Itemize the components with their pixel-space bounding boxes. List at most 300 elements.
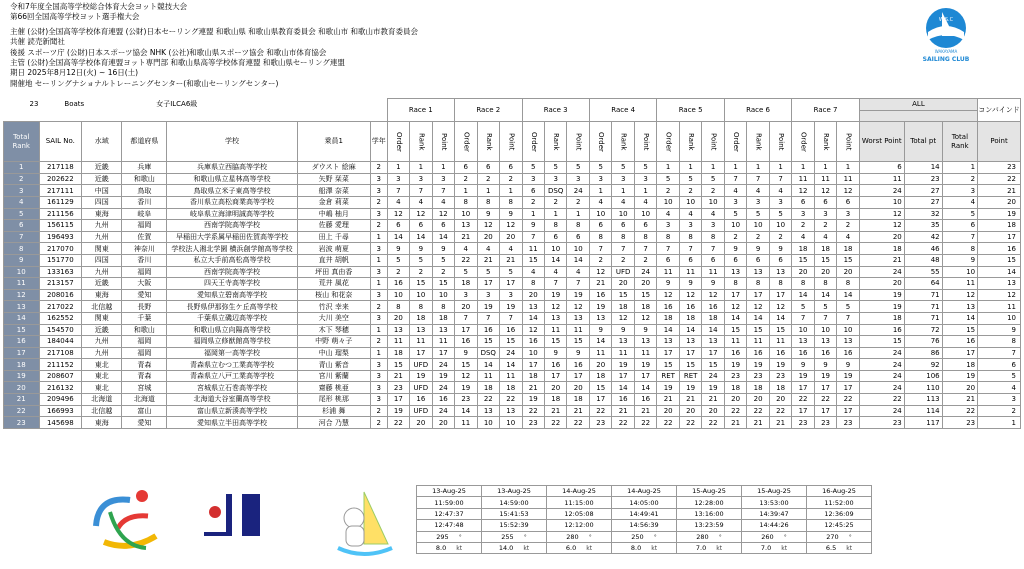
race-point-cell: 4: [837, 231, 859, 243]
race-order-cell: 23: [455, 394, 477, 406]
total-rank-2-header: Total Rank: [942, 122, 978, 162]
race-order-cell: 8: [522, 278, 544, 290]
race-order-cell: 13: [589, 312, 611, 324]
race-order-cell: 15: [455, 359, 477, 371]
race-rank-cell: 1: [410, 162, 432, 174]
race-order-cell: 3: [522, 173, 544, 185]
race-order-cell: 3: [455, 289, 477, 301]
school-cell: 学校法人湘北学園 横浜創学館高等学校: [167, 243, 297, 255]
race-point-cell: 23: [837, 417, 859, 429]
race-point-cell: 23: [769, 370, 791, 382]
condition-start-cell: 14:59:00: [482, 497, 547, 508]
crew-cell: 矢野 栞菜: [297, 173, 370, 185]
table-row: [4, 301, 1021, 313]
total-rank-2-cell: 4: [942, 196, 978, 208]
total-rank-cell: 22: [4, 405, 40, 417]
combined-point-cell: 17: [978, 231, 1021, 243]
race-rank-cell: 3: [679, 220, 701, 232]
condition-dates-cell: 16-Aug-25: [807, 486, 872, 497]
race-order-cell: 13: [792, 336, 814, 348]
boat-count: 23: [29, 100, 39, 109]
race-order-cell: 12: [657, 289, 679, 301]
race-rank-cell: 19: [410, 370, 432, 382]
race-point-cell: 21: [702, 394, 724, 406]
crew-cell: 佐藤 愛理: [297, 220, 370, 232]
condition-unit: kt: [456, 545, 463, 553]
race-point-cell: 4: [567, 266, 589, 278]
race-point-cell: 1: [702, 162, 724, 174]
race-point-cell: 19: [567, 289, 589, 301]
race-rank-cell: 2: [679, 185, 701, 197]
class-label: 女子ILCA6級: [156, 100, 198, 109]
race-order-cell: 18: [657, 312, 679, 324]
total-rank-2-cell: 2: [942, 173, 978, 185]
race-point-cell: 15: [567, 336, 589, 348]
race-order-cell: 7: [724, 173, 746, 185]
race-order-cell: 17: [724, 289, 746, 301]
school-cell: 岐阜県立海津明誠高等学校: [167, 208, 297, 220]
race-order-cell: 12: [455, 370, 477, 382]
sail-no-cell: 208016: [39, 289, 82, 301]
total-pt-cell: 76: [904, 336, 942, 348]
total-pt-header: Total pt: [904, 122, 942, 162]
race-rank-cell: 7: [410, 185, 432, 197]
race-point-cell: 19: [432, 370, 454, 382]
condition-unit: kt: [781, 545, 788, 553]
pref-cell: 神奈川: [122, 243, 167, 255]
race-order-cell: 3: [589, 173, 611, 185]
race-point-cell: 22: [634, 417, 656, 429]
combined-point-cell: 13: [978, 278, 1021, 290]
combined-point-cell: 9: [978, 324, 1021, 336]
race-rank-cell: 7: [544, 278, 566, 290]
grade-cell: 2: [370, 301, 387, 313]
table-row: [4, 243, 1021, 255]
grade-cell: 3: [370, 289, 387, 301]
race-point-cell: 22: [769, 405, 791, 417]
race-order-cell: 1: [792, 162, 814, 174]
condition-unit: °: [848, 533, 852, 541]
race-point-cell: 5: [702, 173, 724, 185]
race-rank-cell: 22: [814, 394, 836, 406]
race-point-cell: 8: [432, 301, 454, 313]
race-rank-cell: 1: [747, 162, 769, 174]
condition-value: 7.0: [760, 544, 772, 553]
race-order-cell: 5: [589, 162, 611, 174]
race-order-cell: 7: [792, 312, 814, 324]
race-order-cell: 18: [387, 347, 409, 359]
race-order-cell: 11: [387, 336, 409, 348]
race-order-cell: RET: [657, 370, 679, 382]
table-row: [4, 208, 1021, 220]
race-order-cell: 17: [589, 394, 611, 406]
race-order-cell: 4: [522, 266, 544, 278]
school-cell: 青森県立八戸工業高等学校: [167, 370, 297, 382]
total-rank-2-cell: 14: [942, 312, 978, 324]
condition-wind_dir-cell: [612, 531, 677, 542]
pref-cell: 和歌山: [122, 324, 167, 336]
condition-wind_speed-cell: [677, 542, 742, 553]
region-cell: 東海: [82, 208, 122, 220]
race-rank-cell: 4: [747, 185, 769, 197]
condition-first-cell: 12:47:37: [417, 508, 482, 519]
race-order-cell: 8: [455, 196, 477, 208]
race-order-cell: 20: [792, 266, 814, 278]
combined-point-cell: 11: [978, 301, 1021, 313]
race-order-cell: 4: [589, 196, 611, 208]
race-rank-cell: 10: [477, 417, 499, 429]
region-cell: 九州: [82, 347, 122, 359]
mascot-illustration: [334, 488, 394, 566]
race-rank-cell: 1: [679, 162, 701, 174]
sail-no-cell: 145698: [39, 417, 82, 429]
race-rank-cell: 2: [477, 173, 499, 185]
crew-cell: 杉浦 舞: [297, 405, 370, 417]
race-point-cell: 10: [500, 417, 522, 429]
grade-cell: 2: [370, 162, 387, 174]
race-rank-cell: 11: [544, 324, 566, 336]
race-order-cell: 8: [792, 278, 814, 290]
race-rank-cell: 21: [612, 405, 634, 417]
race-rank-cell: 1: [477, 185, 499, 197]
combined-point-cell: 7: [978, 347, 1021, 359]
school-cell: 西南学院高等学校: [167, 266, 297, 278]
race-rank-cell: 11: [477, 370, 499, 382]
race-rank-cell: 9: [679, 278, 701, 290]
combined-point-cell: 4: [978, 382, 1021, 394]
race-order-cell: 6: [589, 220, 611, 232]
race-rank-cell: UFD: [410, 359, 432, 371]
race-rank-cell: 6: [612, 220, 634, 232]
race-point-cell: 22: [500, 394, 522, 406]
total-rank-cell: 5: [4, 208, 40, 220]
race-rank-cell: 14: [410, 231, 432, 243]
table-row: [4, 312, 1021, 324]
race-order-cell: 5: [657, 173, 679, 185]
race-point-cell: 9: [702, 278, 724, 290]
race-rank-cell: 8: [814, 278, 836, 290]
race-rank-cell: 14: [477, 359, 499, 371]
total-rank-2-cell: 13: [942, 301, 978, 313]
race-rank-cell: 5: [544, 162, 566, 174]
race-point-cell: 10: [837, 324, 859, 336]
pref-cell: 佐賀: [122, 231, 167, 243]
race-point-cell: 16: [432, 394, 454, 406]
table-row: [4, 417, 1021, 429]
race-order-cell: 2: [657, 185, 679, 197]
race-rank-cell: 10: [747, 220, 769, 232]
combined-point-cell: 21: [978, 185, 1021, 197]
race-rank-cell: 8: [544, 220, 566, 232]
race-rank-cell: 3: [612, 173, 634, 185]
race-rank-cell: 4: [814, 231, 836, 243]
race-point-cell: 12: [837, 185, 859, 197]
race-rank-cell: 12: [477, 220, 499, 232]
race-rank-cell: UFD: [410, 405, 432, 417]
race-order-cell: 12: [792, 185, 814, 197]
race-point-cell: 11: [769, 336, 791, 348]
sail-no-cell: 213157: [39, 278, 82, 290]
race-rank-cell: 19: [544, 289, 566, 301]
race-rank-cell: 15: [477, 336, 499, 348]
race-order-cell: 23: [589, 417, 611, 429]
condition-wind_dir-cell: [417, 531, 482, 542]
race-point-cell: 15: [634, 289, 656, 301]
total-rank-2-cell: 17: [942, 347, 978, 359]
total-rank-cell: 10: [4, 266, 40, 278]
race-rank-cell: 2: [747, 231, 769, 243]
condition-start-cell: 14:05:00: [612, 497, 677, 508]
race-rank-cell: 9: [747, 243, 769, 255]
grade-cell: 2: [370, 196, 387, 208]
race-order-cell: 14: [522, 312, 544, 324]
race-rank-cell: 19: [612, 359, 634, 371]
race-order-cell: 16: [724, 347, 746, 359]
race-point-cell: 3: [567, 173, 589, 185]
total-rank-cell: 16: [4, 336, 40, 348]
race-point-cell: 17: [769, 289, 791, 301]
condition-last-cell: 15:52:39: [482, 520, 547, 531]
school-cell: 愛知県立半田高等学校: [167, 417, 297, 429]
region-cell: 近畿: [82, 162, 122, 174]
race-rank-cell: 1: [544, 208, 566, 220]
total-rank-cell: 6: [4, 220, 40, 232]
school-cell: 宮城県立石巻高等学校: [167, 382, 297, 394]
race-header: Race 7: [792, 99, 859, 122]
race-point-cell: 20: [567, 382, 589, 394]
race-rank-cell: 22: [679, 417, 701, 429]
race-rank-cell: 18: [410, 312, 432, 324]
race-rank-cell: 15: [747, 324, 769, 336]
race-point-cell: 8: [634, 231, 656, 243]
race-order-cell: 21: [387, 370, 409, 382]
race-order-cell: 10: [455, 208, 477, 220]
region-cell: 近畿: [82, 324, 122, 336]
race-order-cell: 20: [589, 359, 611, 371]
pref-cell: 和歌山: [122, 173, 167, 185]
school-cell: 愛知県立碧南高等学校: [167, 289, 297, 301]
race-order-cell: 21: [455, 231, 477, 243]
race-order-cell: 9: [657, 278, 679, 290]
condition-value: 280: [566, 532, 579, 541]
crew-cell: 荒井 風花: [297, 278, 370, 290]
race-point-cell: 14: [702, 324, 724, 336]
race-order-cell: 21: [724, 417, 746, 429]
race-rank-cell: 16: [612, 394, 634, 406]
race-point-cell: 3: [769, 196, 791, 208]
race-point-cell: 20: [634, 278, 656, 290]
race-point-cell: 24: [702, 370, 724, 382]
school-cell: 西南学院高等学校: [167, 220, 297, 232]
race-rank-cell: 20: [477, 231, 499, 243]
header-line: 主管 (公財)全国高等学校体育連盟ヨット専門部 和歌山県高等学校体育連盟 和歌山県セーリング連盟: [10, 58, 345, 68]
total-rank-2-cell: 10: [942, 266, 978, 278]
condition-dates-cell: 14-Aug-25: [547, 486, 612, 497]
total-pt-cell: 35: [904, 220, 942, 232]
point-header: Point: [500, 122, 522, 162]
sail-no-cell: 208607: [39, 370, 82, 382]
race-point-cell: 16: [837, 347, 859, 359]
race-order-cell: 10: [657, 196, 679, 208]
pref-cell: 千葉: [122, 312, 167, 324]
worst-point-cell: 12: [859, 220, 904, 232]
race-point-cell: 13: [702, 336, 724, 348]
condition-wind_speed-cell: [742, 542, 807, 553]
race-rank-cell: 11: [410, 336, 432, 348]
race-rank-cell: 21: [747, 417, 769, 429]
race-rank-cell: 2: [814, 220, 836, 232]
race-rank-cell: 21: [679, 394, 701, 406]
rank-header: Rank: [747, 122, 769, 162]
race-order-cell: 5: [724, 208, 746, 220]
crew-cell: 齋藤 桃亜: [297, 382, 370, 394]
race-point-cell: 10: [634, 208, 656, 220]
total-rank-2-cell: 12: [942, 289, 978, 301]
race-point-cell: 5: [567, 162, 589, 174]
condition-last-cell: 14:56:39: [612, 520, 677, 531]
worst-point-cell: 24: [859, 347, 904, 359]
race-order-cell: 11: [792, 173, 814, 185]
worst-point-cell: 19: [859, 289, 904, 301]
race-rank-cell: 21: [477, 254, 499, 266]
total-rank-2-cell: 1: [942, 162, 978, 174]
school-cell: 和歌山県立星林高等学校: [167, 173, 297, 185]
combined-point-cell: 3: [978, 394, 1021, 406]
region-cell: 東海: [82, 417, 122, 429]
race-rank-cell: 4: [410, 196, 432, 208]
race-order-cell: 12: [387, 208, 409, 220]
race-header: Race 1: [387, 99, 454, 122]
worst-point-cell: 18: [859, 243, 904, 255]
race-point-cell: 4: [500, 243, 522, 255]
race-point-cell: 7: [500, 312, 522, 324]
race-rank-cell: UFD: [612, 266, 634, 278]
race-order-cell: 5: [387, 254, 409, 266]
condition-unit: °: [588, 533, 592, 541]
race-rank-cell: 18: [612, 301, 634, 313]
race-order-cell: 4: [724, 185, 746, 197]
region-cell: 北信越: [82, 405, 122, 417]
race-point-cell: 17: [702, 347, 724, 359]
race-rank-cell: 12: [814, 185, 836, 197]
header-line: 令和7年度全国高等学校総合体育大会ヨット競技大会: [10, 2, 188, 11]
race-point-cell: 2: [769, 231, 791, 243]
sail-no-cell: 196493: [39, 231, 82, 243]
race-point-cell: 22: [702, 417, 724, 429]
race-point-cell: 7: [702, 243, 724, 255]
race-order-cell: 7: [589, 243, 611, 255]
table-row: [4, 185, 1021, 197]
race-rank-cell: 3: [477, 289, 499, 301]
race-rank-cell: 8: [747, 278, 769, 290]
race-point-cell: 1: [634, 185, 656, 197]
race-rank-cell: 7: [747, 173, 769, 185]
rank-header: Rank: [814, 122, 836, 162]
race-rank-cell: 2: [544, 196, 566, 208]
race-rank-cell: 7: [477, 312, 499, 324]
condition-dates-cell: 13-Aug-25: [482, 486, 547, 497]
condition-first-cell: 12:05:08: [547, 508, 612, 519]
race-rank-cell: 5: [477, 266, 499, 278]
grade-cell: 1: [370, 324, 387, 336]
total-rank-2-cell: 19: [942, 370, 978, 382]
race-order-cell: 7: [522, 231, 544, 243]
race-point-cell: 5: [769, 208, 791, 220]
total-rank-cell: 23: [4, 417, 40, 429]
condition-last-cell: 12:45:25: [807, 520, 872, 531]
worst-point-cell: 22: [859, 394, 904, 406]
total-rank-cell: 14: [4, 312, 40, 324]
race-header: Race 2: [455, 99, 522, 122]
sail-no-cell: 217022: [39, 301, 82, 313]
order-header: Order: [724, 122, 746, 162]
race-rank-cell: 22: [747, 405, 769, 417]
race-order-cell: 8: [657, 231, 679, 243]
sail-no-header: SAIL No.: [39, 122, 82, 162]
total-rank-2-cell: 18: [942, 359, 978, 371]
race-rank-cell: 11: [747, 336, 769, 348]
school-cell: 兵庫県立西脇高等学校: [167, 162, 297, 174]
race-rank-cell: 16: [814, 347, 836, 359]
pref-cell: 岐阜: [122, 208, 167, 220]
total-pt-cell: 71: [904, 312, 942, 324]
pref-cell: 青森: [122, 370, 167, 382]
race-point-cell: 2: [567, 196, 589, 208]
total-rank-cell: 12: [4, 289, 40, 301]
condition-value: 270: [826, 532, 839, 541]
combined-point-cell: 5: [978, 370, 1021, 382]
table-row: [4, 289, 1021, 301]
grade-cell: 3: [370, 370, 387, 382]
region-cell: 近畿: [82, 173, 122, 185]
race-point-cell: 7: [634, 243, 656, 255]
race-point-cell: 9: [837, 359, 859, 371]
race-order-cell: 6: [724, 254, 746, 266]
race-point-cell: 12: [634, 312, 656, 324]
race-rank-cell: 21: [544, 405, 566, 417]
worst-point-cell: 24: [859, 405, 904, 417]
race-order-cell: 14: [724, 312, 746, 324]
total-rank-cell: 21: [4, 394, 40, 406]
race-order-cell: 20: [724, 394, 746, 406]
school-cell: 福岡第一高等学校: [167, 347, 297, 359]
race-order-cell: 4: [657, 208, 679, 220]
combined-point-cell: 15: [978, 254, 1021, 266]
worst-point-cell: 15: [859, 336, 904, 348]
pref-cell: 福岡: [122, 336, 167, 348]
pref-cell: 富山: [122, 405, 167, 417]
race-point-cell: 19: [634, 359, 656, 371]
race-point-cell: 11: [634, 347, 656, 359]
race-point-cell: 14: [500, 359, 522, 371]
grade-cell: 3: [370, 266, 387, 278]
point-header: Point: [432, 122, 454, 162]
table-row: [4, 266, 1021, 278]
race-order-cell: 6: [522, 185, 544, 197]
race-order-cell: 15: [387, 359, 409, 371]
condition-row: [417, 531, 872, 542]
race-rank-cell: 4: [612, 196, 634, 208]
race-order-cell: 18: [724, 382, 746, 394]
race-header: Race 4: [589, 99, 656, 122]
race-order-cell: 9: [522, 220, 544, 232]
crew-cell: 竹沢 幸来: [297, 301, 370, 313]
race-rank-cell: 13: [814, 336, 836, 348]
race-rank-cell: 8: [477, 196, 499, 208]
table-row: [4, 278, 1021, 290]
total-pt-cell: 72: [904, 324, 942, 336]
race-rank-cell: 13: [410, 324, 432, 336]
